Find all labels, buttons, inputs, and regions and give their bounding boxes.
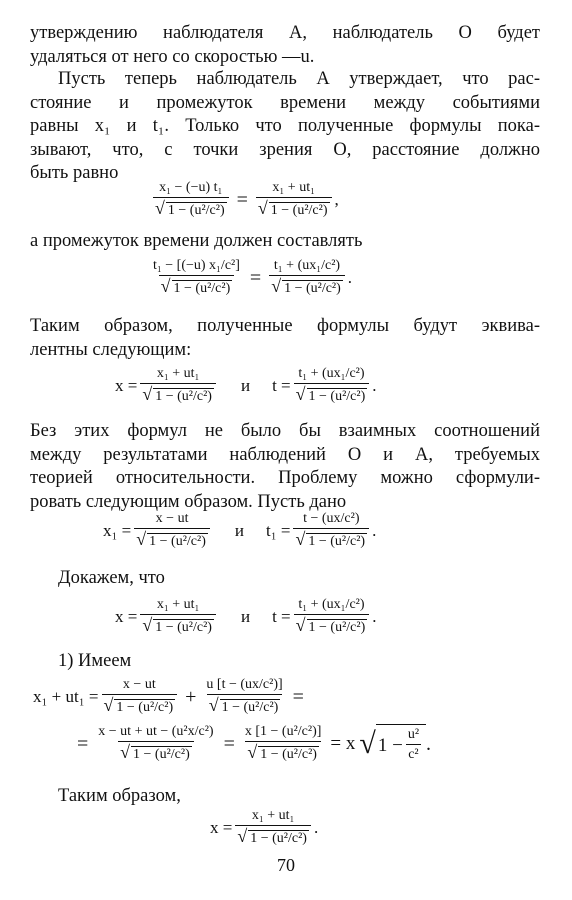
page-number: 70 [277, 855, 295, 875]
fraction [102, 677, 178, 717]
equals-sign: = [77, 732, 89, 755]
equation-5 [115, 597, 376, 637]
equation-6 [33, 677, 309, 717]
lhs: t = [272, 376, 291, 395]
denominator [235, 825, 311, 848]
fraction [294, 366, 370, 406]
text-line: Докажем, что [58, 568, 165, 588]
radicand-term: 1 − [377, 734, 403, 756]
text-line: удаляться от него со скоростью —u. [30, 46, 315, 67]
radicand: 1 − (u²/c²) [167, 203, 225, 218]
sqrt-sign: √ [103, 695, 114, 715]
text-line: Пусть теперь наблюдатель А утверждает, что рас- [58, 69, 540, 89]
sqrt-sign: √ [359, 727, 376, 760]
denominator [294, 383, 370, 406]
text-line: Без этих формул не было бы взаимных соотношений [30, 421, 540, 441]
equation-3 [115, 366, 376, 406]
sqrt-sign: √ [142, 384, 153, 404]
sqrt-sign: √ [160, 276, 171, 296]
text-line: равны x₁ и t₁. Только что полученные формулы пока- [30, 116, 540, 136]
numerator: t₁ + (ux₁/c²) [298, 366, 365, 381]
denominator [256, 197, 332, 220]
punctuation: . [313, 818, 319, 837]
sqrt-sign: √ [237, 826, 248, 846]
paragraph-4 [30, 315, 540, 362]
radicand: 1 − (u²/c²) [308, 389, 366, 404]
paragraph-1 [30, 22, 540, 69]
numerator: x₁ + ut₁ [272, 180, 315, 195]
equation-1 [150, 180, 339, 220]
equation-4 [103, 511, 376, 551]
radicand: 1 − (u²/c²) [149, 534, 206, 549]
radicand: 1 − (u²/c²) [260, 747, 317, 762]
conjunction: и [240, 376, 251, 395]
plus-sign: + [185, 685, 197, 708]
sqrt-sign: √ [295, 529, 306, 549]
denominator [269, 275, 345, 298]
denominator [153, 197, 229, 220]
equation-2 [148, 258, 352, 298]
denominator [294, 614, 370, 637]
denominator [118, 741, 194, 764]
denominator [245, 741, 321, 764]
numerator: x − ut + ut − (u²x/c²) [98, 724, 214, 739]
sqrt-sign: √ [142, 615, 153, 635]
radicand: 1 − (u²/c²) [173, 281, 231, 296]
punctuation: , [334, 190, 339, 209]
fraction [151, 258, 242, 298]
denominator [159, 275, 235, 298]
numerator: t₁ + (ux₁/c²) [273, 258, 341, 273]
radicand: 1 − (u²/c²) [284, 281, 341, 296]
punctuation: . [372, 376, 377, 395]
numerator: x₁ + ut₁ [156, 366, 200, 381]
punctuation: . [426, 732, 432, 755]
denominator [134, 528, 210, 551]
radicand: 1 − (u²/c²) [155, 620, 212, 635]
numerator: x₁ + ut₁ [251, 808, 295, 823]
radicand: 1 − (u²/c²) [308, 620, 366, 635]
lhs: x₁ + ut₁ = [33, 687, 99, 706]
equals-sign: = [236, 188, 248, 211]
fraction [153, 180, 229, 220]
paragraph-8 [30, 785, 540, 809]
text-line: Таким образом, полученные формулы будут эквива- [30, 316, 540, 336]
text-line: 1) Имеем [58, 651, 132, 671]
denominator [140, 383, 216, 406]
fraction [406, 727, 421, 764]
fraction [269, 258, 345, 298]
radicand: 1 − (u²/c²) [155, 389, 212, 404]
text-line: зывают, что, с точки зрения О, расстояние должно [30, 139, 540, 160]
denominator: c² [406, 744, 420, 764]
fraction [294, 597, 370, 637]
lhs: x = [115, 607, 138, 626]
text-line: стояние и промежуток времени между событиями [30, 92, 540, 113]
sqrt-sign: √ [208, 695, 219, 715]
numerator: x − ut [122, 677, 156, 692]
text-line: Таким образом, [58, 786, 181, 806]
denominator [293, 528, 369, 551]
lhs: x = [210, 818, 233, 837]
text-line: утверждению наблюдателя А, наблюдатель О будет [30, 23, 540, 43]
punctuation: . [372, 607, 377, 626]
fraction [204, 677, 284, 717]
punctuation: . [347, 268, 353, 287]
rhs: = x [330, 733, 356, 754]
fraction [134, 511, 210, 551]
paragraph-3 [30, 230, 540, 254]
radicand: 1 − (u²/c²) [133, 747, 190, 762]
denominator [207, 694, 283, 717]
numerator: t₁ − [(−u) x₁/c²] [153, 258, 240, 273]
text-line: теорией относительности. Проблему можно сформули- [30, 468, 540, 488]
sqrt-sign: √ [155, 198, 165, 218]
numerator: u² [407, 727, 420, 742]
numerator: x₁ − (−u) t₁ [159, 180, 223, 195]
radicand: 1 − (u²/c²) [308, 534, 366, 549]
numerator: x [1 − (u²/c²)] [244, 724, 322, 739]
radicand: 1 − (u²/c²) [250, 831, 307, 846]
fraction [293, 511, 369, 551]
equation-7 [72, 724, 431, 764]
radicand: 1 − (u²/c²) [116, 700, 174, 715]
sqrt-sign: √ [120, 742, 131, 762]
lhs: t = [272, 607, 291, 626]
equals-sign: = [292, 685, 304, 708]
lhs: x₁ = [103, 521, 132, 540]
punctuation: . [372, 521, 377, 540]
conjunction: и [240, 607, 251, 626]
sqrt-sign: √ [257, 198, 268, 218]
lhs: t₁ = [265, 521, 291, 540]
fraction [243, 724, 324, 764]
denominator [140, 614, 216, 637]
sqrt-sign: √ [136, 529, 147, 549]
equation-8 [210, 808, 318, 848]
fraction [140, 597, 216, 637]
paragraph-2 [30, 68, 540, 186]
text-line: лентны следующим: [30, 339, 192, 360]
denominator [102, 694, 178, 717]
paragraph-7 [30, 650, 540, 674]
text-line: между результатами наблюдений О и А, требуемых [30, 444, 540, 465]
lhs: x = [115, 376, 138, 395]
numerator: t₁ + (ux₁/c²) [298, 597, 365, 612]
numerator: x₁ + ut₁ [156, 597, 200, 612]
numerator: u [t − (ux/c²)] [206, 677, 283, 692]
radicand [376, 724, 426, 764]
sqrt-sign: √ [295, 384, 306, 404]
equals-sign: = [223, 732, 235, 755]
fraction [256, 180, 332, 220]
numerator: x − ut [155, 511, 189, 526]
paragraph-5 [30, 420, 540, 514]
sqrt-sign: √ [295, 615, 306, 635]
radicand: 1 − (u²/c²) [270, 203, 328, 218]
fraction [140, 366, 216, 406]
fraction [235, 808, 311, 848]
equals-sign: = [249, 266, 262, 289]
radicand: 1 − (u²/c²) [221, 700, 279, 715]
conjunction: и [234, 521, 244, 540]
sqrt-sign: √ [247, 742, 258, 762]
numerator: t − (ux/c²) [303, 511, 360, 526]
sqrt-sign: √ [271, 276, 282, 296]
text-line: быть равно [30, 163, 119, 183]
text-line: ровать следующим образом. Пусть дано [30, 491, 347, 512]
fraction [96, 724, 215, 764]
paragraph-6 [30, 567, 540, 591]
text-line: а промежуток времени должен составлять [30, 231, 363, 251]
